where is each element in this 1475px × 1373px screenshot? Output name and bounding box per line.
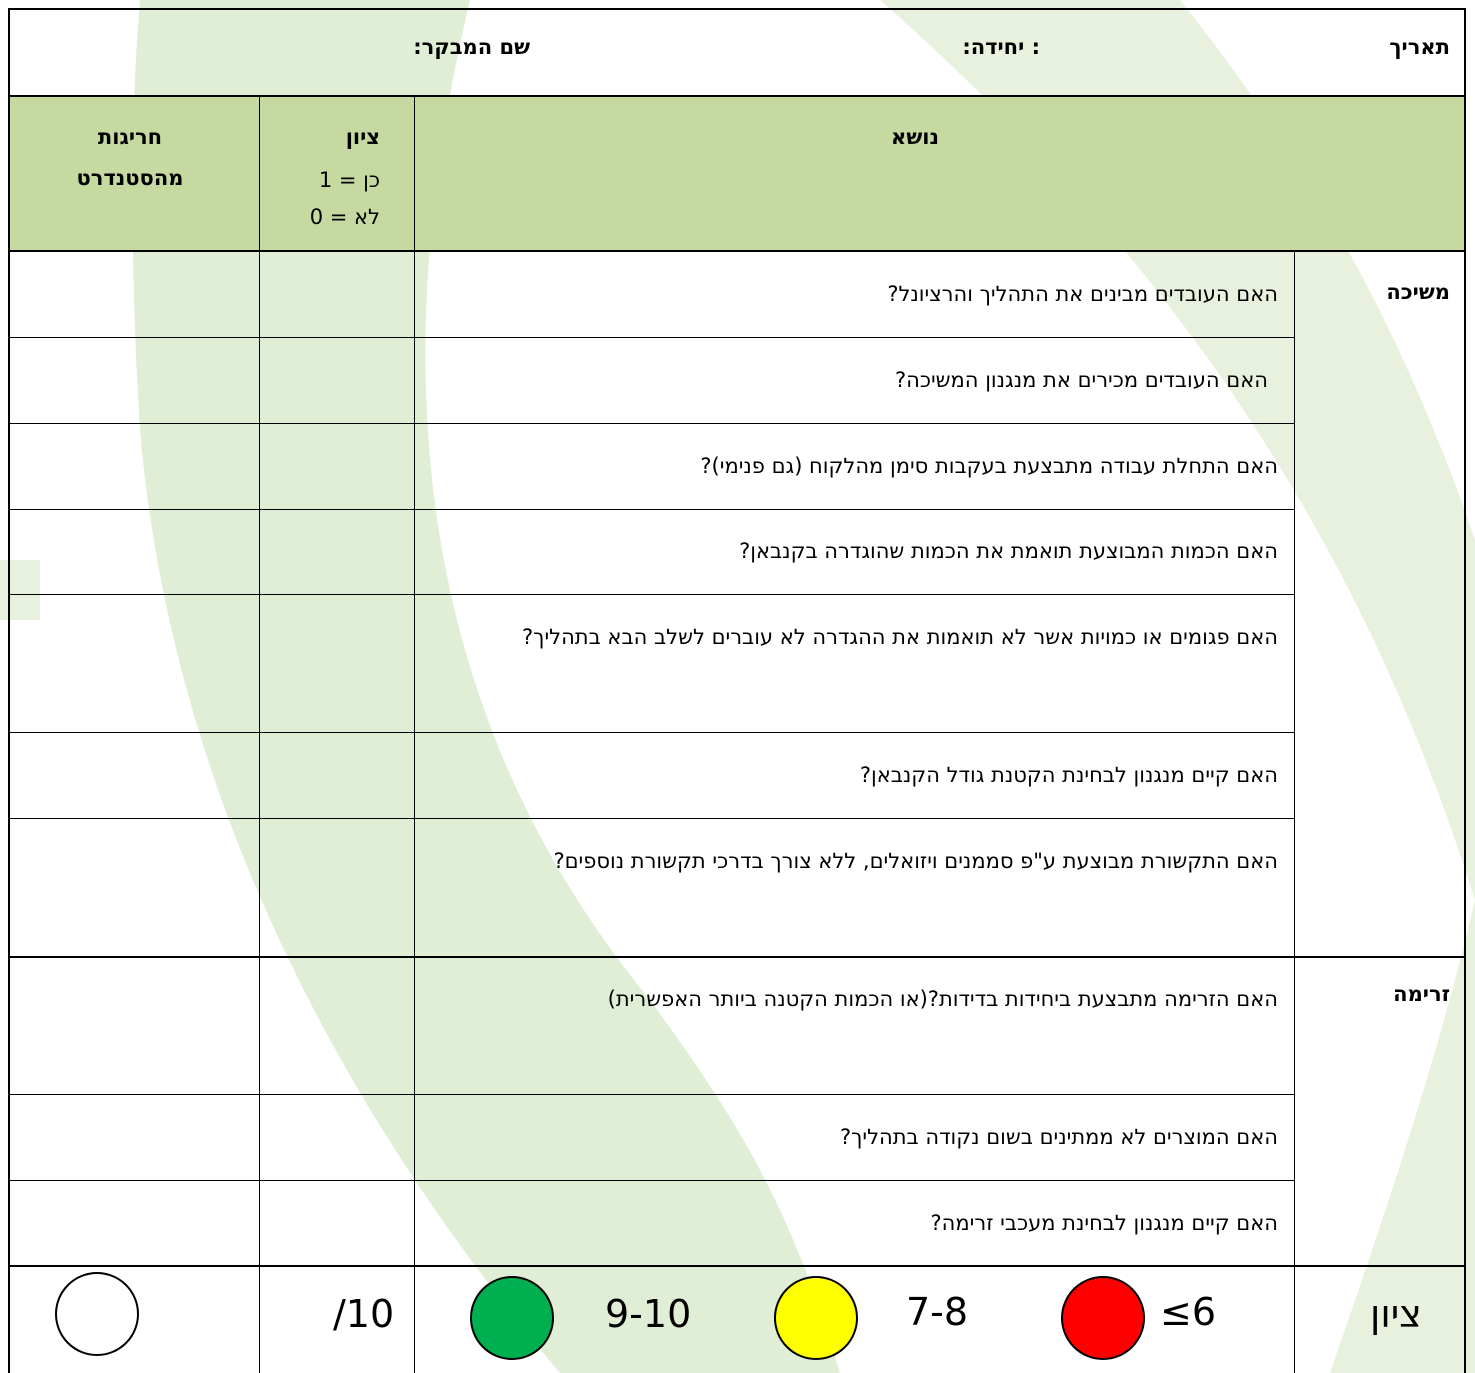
question-flow-2: האם המוצרים לא ממתינים בשום נקודה בתהליך? xyxy=(839,1125,1278,1149)
auditor-label: שם המבקר: xyxy=(413,35,530,59)
question-pull-2: האם העובדים מכירים את מנגנון המשיכה? xyxy=(895,368,1268,392)
red-status-circle xyxy=(1061,1276,1145,1360)
footer-score-label: ציון xyxy=(1370,1292,1422,1336)
question-pull-5: האם פגומים או כמויות אשר לא תואמות את ההגדרה לא עוברים לשלב הבא בתהליך? xyxy=(522,625,1278,649)
score-no-legend: לא = 0 xyxy=(309,205,380,229)
section-flow-label: זרימה xyxy=(1393,982,1450,1006)
score-yes-legend: כן = 1 xyxy=(318,168,380,192)
question-pull-6: האם קיים מנגנון לבחינת הקטנת גודל הקנבאן? xyxy=(859,763,1278,787)
red-range-label: ≤6 xyxy=(1160,1290,1217,1334)
result-status-circle[interactable] xyxy=(55,1272,139,1356)
topic-column-header: נושא xyxy=(891,125,939,149)
question-flow-1: האם הזרימה מתבצעת ביחידות בדידות?(או הכמות הקטנה ביותר האפשרית) xyxy=(607,987,1278,1011)
section-pull-label: משיכה xyxy=(1386,280,1450,304)
score-answer-column[interactable] xyxy=(260,252,414,1265)
question-pull-7: האם התקשורת מבוצעת ע"פ סממנים ויזואלים, ללא צורך בדרכי תקשורת נוספים? xyxy=(553,849,1278,873)
green-status-circle xyxy=(470,1276,554,1360)
question-pull-3: האם התחלת עבודה מתבצעת בעקבות סימן מהלקוח (גם פנימי)? xyxy=(700,454,1278,478)
question-pull-1: האם העובדים מבינים את התהליך והרציונל? xyxy=(887,282,1278,306)
question-pull-4: האם הכמות המבוצעת תואמת את הכמות שהוגדרה בקנבאן? xyxy=(739,539,1278,563)
green-range-label: 9-10 xyxy=(605,1292,692,1336)
total-score-label: /10 xyxy=(333,1292,395,1336)
deviations-header-line1: חריגות xyxy=(97,125,163,149)
deviations-answer-column[interactable] xyxy=(10,252,259,1265)
question-flow-3: האם קיים מנגנון לבחינת מעכבי זרימה? xyxy=(930,1211,1278,1235)
date-label: תאריך xyxy=(1389,35,1450,59)
score-column-header: ציון xyxy=(345,125,380,149)
yellow-status-circle xyxy=(774,1276,858,1360)
deviations-header-line2: מהסטנדרט xyxy=(76,166,184,190)
unit-label: : יחידה: xyxy=(962,35,1040,59)
yellow-range-label: 7-8 xyxy=(906,1290,969,1334)
